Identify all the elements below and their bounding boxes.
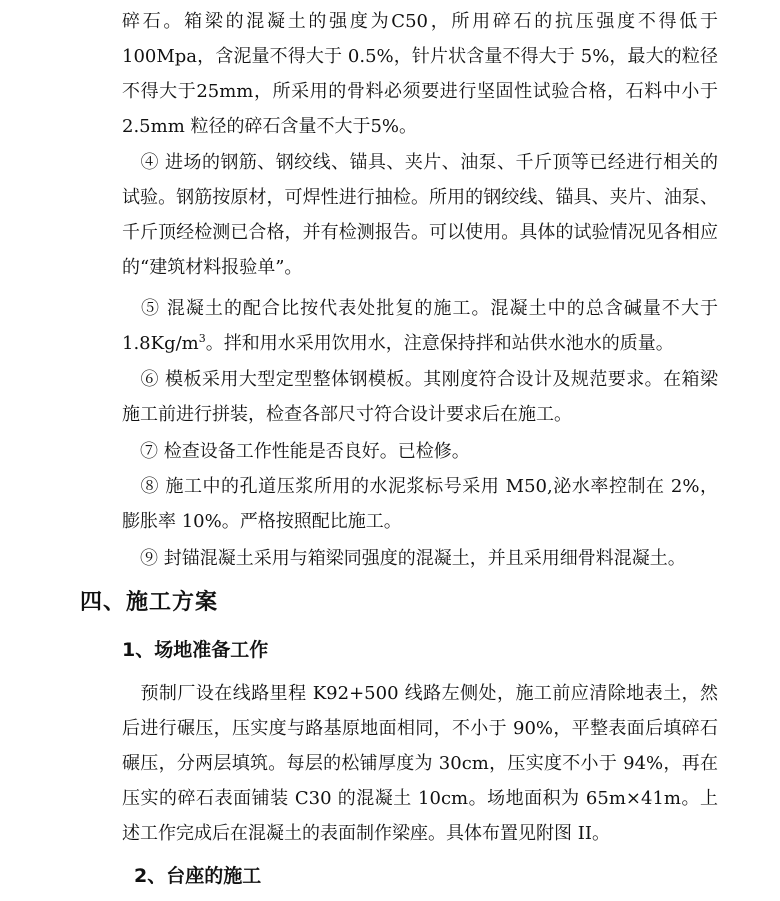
list-item-text: ⑤ 混凝土的配合比按代表处批复的施工。混凝土中的总含碱量不大于1.8Kg/m (122, 298, 718, 354)
superscript: 3 (198, 332, 206, 345)
list-item-text: ⑥ 模板采用大型定型整体钢模板。其刚度符合设计及规范要求。在箱梁施工前进行拼装，检查各部尺寸符合设计要求后在施工。 (122, 369, 718, 425)
list-item-5 (122, 291, 718, 361)
list-item-8 (122, 469, 718, 539)
list-item-7 (122, 434, 718, 469)
list-item-6 (122, 362, 718, 432)
list-item-4 (122, 145, 718, 285)
paragraph-aggregate-spec (122, 4, 718, 144)
list-item-text: ⑨ 封锚混凝土采用与箱梁同强度的混凝土，并且采用细骨料混凝土。 (140, 548, 686, 569)
subsection-heading: 1、场地准备工作 (122, 639, 269, 661)
subsection-heading: 2、台座的施工 (134, 865, 262, 887)
paragraph-text: 预制厂设在线路里程 K92+500 线路左侧处，施工前应清除地表土，然后进行碾压，压实度与路基原地面相同，不小于 90%，平整表面后填碎石碾压，分两层填筑。每层的松铺厚度为 30cm，压实度不小于 94%，再在压实的碎石表面铺装 C30 的混凝土 10cm。场地面积为 65m×41m。上述工作完成后在混凝土的表面制作梁座。具体布置见附图 II。 (122, 683, 718, 844)
list-item-text: ⑧ 施工中的孔道压浆所用的水泥浆标号采用 M50,泌水率控制在 2%，膨胀率 10%。严格按照配比施工。 (122, 476, 718, 532)
list-item-9 (122, 541, 718, 576)
list-item-text-continued: 。拌和用水采用饮用水，注意保持拌和站供水池水的质量。 (205, 333, 674, 354)
paragraph-text: 碎石。箱梁的混凝土的强度为C50，所用碎石的抗压强度不得低于100Mpa，含泥量不得大于 0.5%，针片状含量不得大于 5%，最大的粒径不得大于25mm，所采用的骨料必须要进行坚固性试验合格，石料中小于 2.5mm 粒径的碎石含量不大于5%。 (122, 11, 718, 137)
list-item-text: ⑦ 检查设备工作性能是否良好。已检修。 (140, 441, 470, 462)
section-heading: 四、施工方案 (80, 590, 219, 615)
list-item-text: ④ 进场的钢筋、钢绞线、锚具、夹片、油泵、千斤顶等已经进行相关的试验。钢筋按原材，可焊性进行抽检。所用的钢绞线、锚具、夹片、油泵、千斤顶经检测已合格，并有检测报告。可以使用。具体的试验情况见各相应的“建筑材料报验单”。 (122, 152, 718, 278)
paragraph-site-preparation (122, 676, 718, 851)
